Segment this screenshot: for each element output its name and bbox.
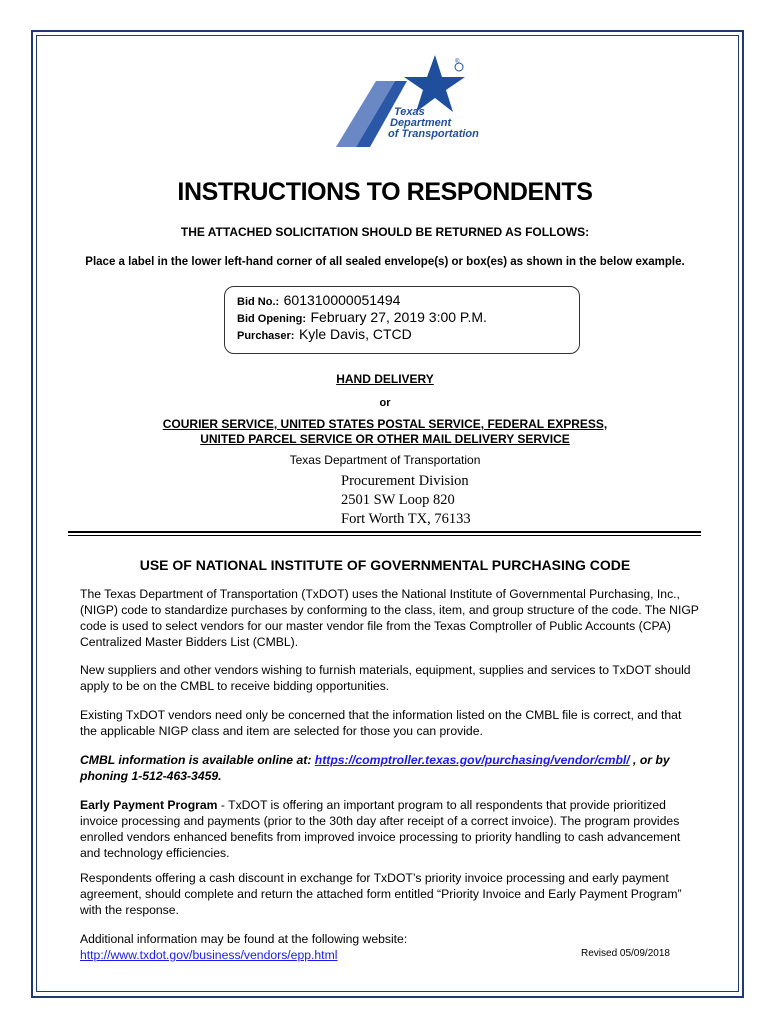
subtitle: THE ATTACHED SOLICITATION SHOULD BE RETURNED AS FOLLOWS: [180,225,590,239]
section-divider [68,531,701,533]
address-city: Fort Worth TX, 76133 [341,511,471,527]
delivery-or: or [379,397,391,409]
early-payment-label: Early Payment Program [80,798,218,812]
courier-line-2: UNITED PARCEL SERVICE OR OTHER MAIL DELIVERY SERVICE [200,432,570,446]
address-street: 2501 SW Loop 820 [341,492,455,508]
bid-number-row: Bid No.: 601310000051494 [237,292,401,308]
cmbl-info-paragraph: CMBL information is available online at: https://comptroller.texas.gov/purchasing/vendor/cmbl/ , or by phoning 1-512-463-3459. [80,753,670,783]
txdot-star-icon [332,55,472,155]
purchaser-row: Purchaser: Kyle Davis, CTCD [237,326,412,342]
epp-website-link[interactable]: http://www.txdot.gov/business/vendors/epp.html [80,948,338,962]
revised-date: Revised 05/09/2018 [581,948,670,959]
bid-opening-value: February 27, 2019 3:00 P.M. [310,309,487,325]
nigp-section-heading: USE OF NATIONAL INSTITUTE OF GOVERNMENTAL PURCHASING CODE [139,557,631,573]
additional-info-paragraph: Additional information may be found at the following website: http://www.txdot.gov/business/vendors/epp.html [80,932,408,962]
address-agency: Texas Department of Transportation [289,453,481,467]
purchaser-value: Kyle Davis, CTCD [298,326,412,342]
cash-discount-paragraph: Respondents offering a cash discount in exchange for TxDOT’s priority invoice processing and early payment agreement, should complete and return the attached form entitled “Priority Invoice and Early Payment Program” with the response. [80,871,682,917]
txdot-logo [332,55,479,155]
label-instruction: Place a label in the lower left-hand corner of all sealed envelope(s) or box(es) as shown in the below example. [85,256,685,268]
nigp-paragraph: The Texas Department of Transportation (TxDOT) uses the National Institute of Governmental Purchasing, Inc., (NIGP) code to standardize purchases by conforming to the class, item, and group structure of the code. The NIGP code is used to select vendors for our master vendor file from the Texas Comptroller of Public Accounts (CPA) Centralized Master Bidders List (CMBL). [80,587,699,649]
bid-opening-row: Bid Opening: February 27, 2019 3:00 P.M. [237,309,487,325]
registered-mark: ® [455,59,460,65]
mailing-address [341,472,471,529]
page-title: INSTRUCTIONS TO RESPONDENTS [177,178,593,206]
bid-number-value: 601310000051494 [283,292,401,308]
existing-vendors-paragraph: Existing TxDOT vendors need only be concerned that the information listed on the CMBL file is correct, and that the applicable NIGP class and item are selected for those you can provide. [80,708,682,738]
hand-delivery-heading: HAND DELIVERY [336,372,434,386]
courier-line-1: COURIER SERVICE, UNITED STATES POSTAL SERVICE, FEDERAL EXPRESS, [162,417,608,431]
section-divider-thin [68,535,701,536]
cmbl-link[interactable]: https://comptroller.texas.gov/purchasing/vendor/cmbl/ [314,753,630,767]
cmbl-apply-paragraph: New suppliers and other vendors wishing to furnish materials, equipment, supplies and services to TxDOT should apply to be on the CMBL to receive bidding opportunities. [80,663,691,693]
example-label-box [224,286,580,354]
logo-wordmark: Texas Department of Transportation [388,106,479,140]
address-division: Procurement Division [341,473,469,489]
early-payment-paragraph: Early Payment Program - TxDOT is offering an important program to all respondents that provide prioritized invoice processing and payments (prior to the 30th day after receipt of a correct invoice). The program provides enrolled vendors enhanced benefits from improved invoice processing to priority handling to cash advancement and technology efficiencies. [80,798,681,860]
